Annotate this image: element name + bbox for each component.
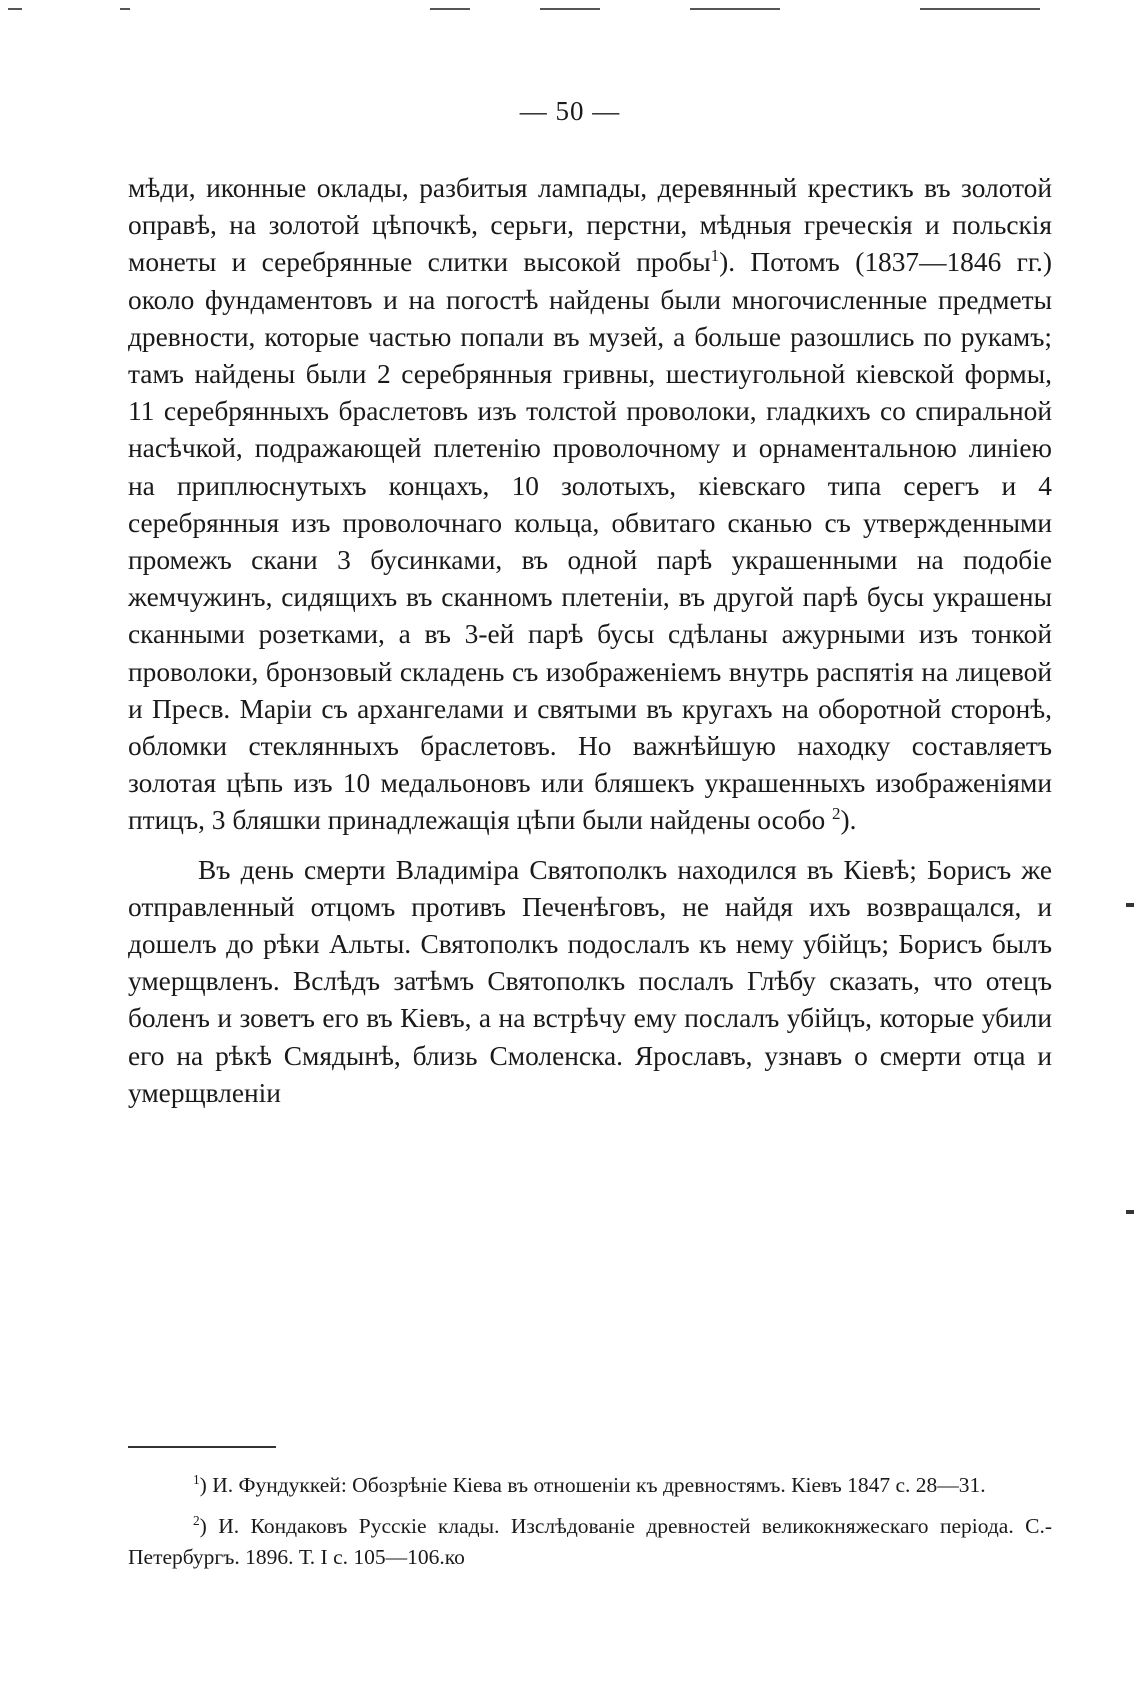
scan-dash (920, 8, 1040, 10)
footnote-ref-2: 2 (832, 804, 841, 824)
paragraph-2: Въ день смерти Владиміра Святополкъ находился въ Кіевѣ; Борисъ же отправленный отцомъ противъ Печенѣговъ, не найдя ихъ возвращался, и дошелъ до рѣки Альты. Святополкъ подослалъ къ нему убійцъ; Борисъ былъ умерщвленъ. Вслѣдъ затѣмъ Святополкъ послалъ Глѣбу сказать, что отецъ боленъ и зоветъ его въ Кіевъ, а на встрѣчу ему послалъ убійцъ, которые убили его на рѣкѣ Смядынѣ, близь Смоленска. Ярославъ, узнавъ о смерти отца и умерщвленіи (128, 854, 1052, 1108)
margin-mark (1126, 903, 1134, 907)
page-number: — 50 — (519, 96, 621, 126)
body-text (128, 170, 1052, 1112)
footnote-2 (128, 1511, 1052, 1573)
top-scan-edge (0, 0, 1140, 14)
margin-mark (1126, 1210, 1134, 1214)
paragraph-1-text-cont: ). Потомъ (1837—1846 гг.) около фундаментовъ и на погостѣ найдены были многочисленные предметы древности, которые частью попали въ музей, а больше разошлись по рукамъ; тамъ найдены были 2 серебрянныя гривны, шестиугольной кіевской формы, 11 серебрянныхъ браслетовъ изъ толстой проволоки, гладкихъ со спиральной насѣчкой, подражающей плетенію проволочному и орнаментальною линіею на приплюснутыхъ концахъ, 10 золотыхъ, кіевскаго типа серегъ и 4 серебрянныя изъ проволочнаго кольца, обвитаго сканью съ утвержденными промежъ скани 3 бусинками, въ одной парѣ украшенными на подобіе жемчужинъ, сидящихъ въ сканномъ плетеніи, въ другой парѣ бусы украшены сканными розетками, а въ 3-ей парѣ бусы сдѣланы ажурными изъ тонкой проволоки, бронзовый складень съ изображеніемъ внутрь распятія на лицевой и Пресв. Маріи съ архангелами и святыми въ кругахъ на оборотной сторонѣ, обломки стеклянныхъ браслетовъ. Но важнѣйшую находку составляетъ золотая цѣпь изъ 10 медальоновъ или бляшекъ украшенныхъ изображеніями птицъ, 3 бляшки принадлежащія цѣпи были найдены особо (128, 247, 1052, 836)
footnote-marker: 2 (193, 1512, 200, 1528)
footnotes (128, 1470, 1052, 1583)
scan-dash (540, 8, 600, 10)
scan-dash (120, 8, 130, 10)
paragraph-1-text: мѣди, иконные оклады, разбитыя лампады, деревянный крестикъ въ золотой оправѣ, на золотой цѣпочкѣ, серьги, перстни, мѣдныя греческія и польскія монеты и серебрянные слитки высокой пробы (128, 173, 1052, 278)
scan-dash (8, 8, 22, 10)
footnote-divider (128, 1446, 276, 1448)
paragraph-1-end: ). (840, 805, 857, 836)
paragraph-1 (128, 170, 1052, 840)
scan-dash (430, 8, 470, 10)
footnote-text: ) И. Кондаковъ Русскіе клады. Изслѣдованіе древностей великокняжескаго періода. С.-Петербургъ. 1896. Т. I с. 105—106.ко (128, 1514, 1052, 1569)
footnote-1 (128, 1470, 1052, 1501)
footnote-ref-1: 1 (710, 246, 720, 266)
scan-dash (690, 8, 780, 10)
footnote-marker: 1 (193, 1471, 200, 1487)
footnote-text: ) И. Фундуккей: Обозрѣніе Кіева въ отношеніи къ древностямъ. Кіевъ 1847 с. 28—31. (199, 1473, 986, 1497)
